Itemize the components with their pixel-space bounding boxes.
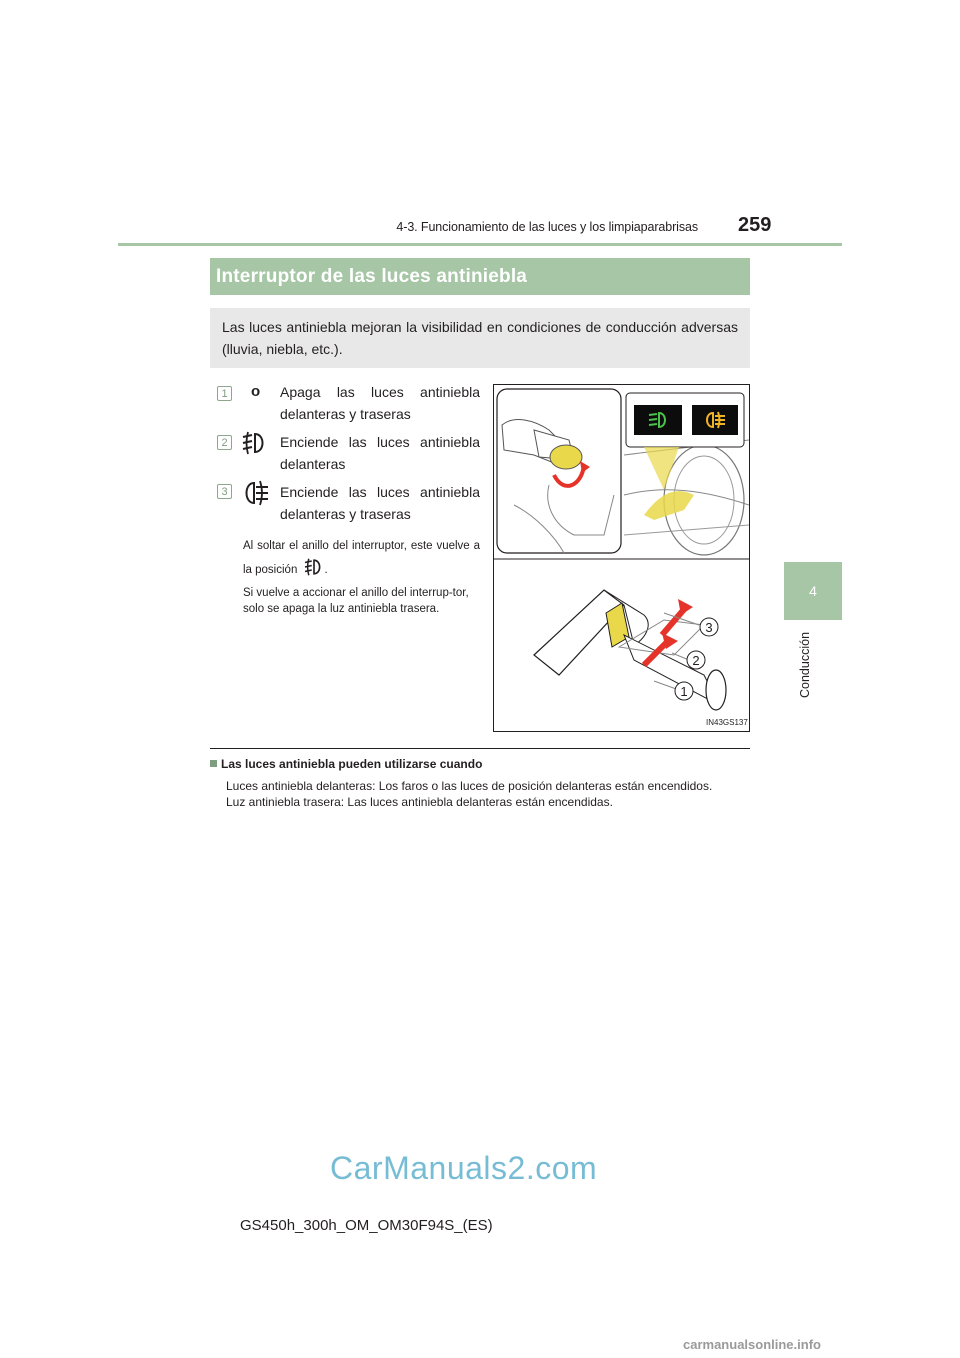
sub-section-heading-text: Las luces antiniebla pueden utilizarse cuando xyxy=(221,757,483,771)
header-divider xyxy=(118,243,842,246)
note-second-press: Si vuelve a accionar el anillo del interrup-tor, solo se apaga la luz antiniebla trasera. xyxy=(243,587,469,615)
figure-code: IN43GS137 xyxy=(706,718,748,727)
sub-section-heading xyxy=(210,757,482,771)
watermark-secondary: carmanualsonline.info xyxy=(683,1337,821,1352)
footer-code: GS450h_300h_OM_OM30F94S_(ES) xyxy=(240,1217,493,1234)
fog-off-icon: o xyxy=(251,383,261,400)
sub-section-divider xyxy=(210,748,750,749)
note-release-ring-text: Al soltar el anillo del interruptor, este vuelve a la posición xyxy=(243,540,480,576)
chapter-label-text: Conducción xyxy=(798,631,812,698)
item-number-1: 1 xyxy=(217,386,232,401)
intro-box: Las luces antiniebla mejoran la visibilidad en condiciones de conducción adversas (lluvia, niebla, etc.). xyxy=(210,308,750,368)
callout-1: 1 xyxy=(680,684,688,699)
sub-section-line-1: Luces antiniebla delanteras: Los faros o las luces de posición delanteras están encendidos. xyxy=(226,779,713,793)
sub-section-line-2: Luz antiniebla trasera: Las luces antiniebla delanteras están encendidas. xyxy=(226,795,613,809)
page-number: 259 xyxy=(738,214,772,236)
front-fog-light-icon xyxy=(303,558,325,576)
callout-2: 2 xyxy=(692,653,700,668)
running-header: 4-3. Funcionamiento de las luces y los limpiaparabrisas xyxy=(396,220,698,234)
fog-switch-figure xyxy=(493,384,750,732)
item-number-2: 2 xyxy=(217,435,232,450)
chapter-label xyxy=(790,628,840,708)
item-text-3: Enciende las luces antiniebla delanteras y traseras xyxy=(280,484,480,522)
front-fog-light-icon xyxy=(241,431,269,455)
callout-3: 3 xyxy=(705,620,713,635)
note-period: . xyxy=(324,564,328,576)
chapter-tab: 4 xyxy=(784,562,842,620)
rear-fog-light-icon xyxy=(242,480,270,506)
watermark: CarManuals2.com xyxy=(330,1150,598,1186)
item-text-1: Apaga las luces antiniebla delanteras y traseras xyxy=(280,384,480,422)
note-release-ring xyxy=(243,534,480,582)
fog-switch-illustration xyxy=(494,385,749,731)
item-number-3: 3 xyxy=(217,484,232,499)
heading-square-icon xyxy=(210,760,217,767)
section-title: Interruptor de las luces antiniebla xyxy=(210,258,750,295)
item-text-2: Enciende las luces antiniebla delanteras xyxy=(280,434,480,472)
